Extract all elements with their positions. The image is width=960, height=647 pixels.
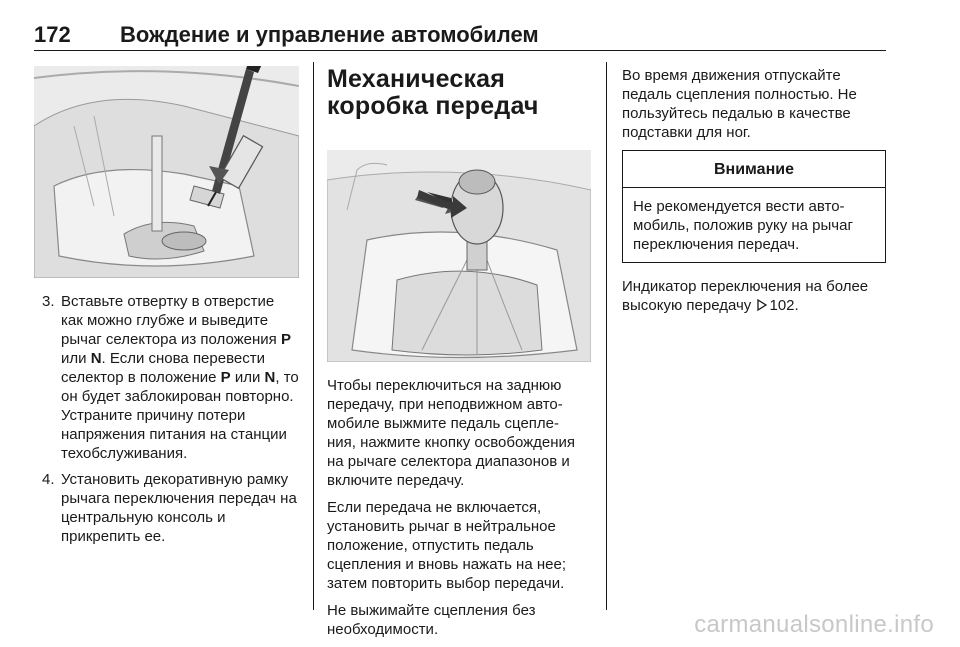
screwdriver-illustration <box>34 66 299 278</box>
step-text: . Если снова перевести селектор в положение <box>61 350 265 386</box>
section-title: Вождение и управление автомобилем <box>120 22 539 47</box>
column-divider-1 <box>313 62 314 610</box>
indicator-text: Индикатор переключения на более высокую передачу <box>622 278 869 314</box>
paragraph: Чтобы переключиться на заднюю передачу, при неподвижном авто- мобиле выжмите педаль сцепле- ния, нажмите кнопку освобождения на рычаге селектора диапазонов и включите передачу. <box>327 377 576 489</box>
page-header <box>34 22 886 52</box>
heading-line: Механическая <box>327 65 506 93</box>
right-column <box>622 66 886 323</box>
paragraph: Не выжимайте сцепления без необходимости. <box>327 602 536 638</box>
page-number: 172 <box>34 22 71 47</box>
gear-lever-illustration <box>327 150 591 362</box>
middle-column <box>327 66 591 647</box>
step-number: 3. <box>42 293 55 310</box>
step-number: 4. <box>42 471 55 488</box>
gear-position-n: N <box>264 369 276 386</box>
page-reference[interactable]: 102. <box>769 297 799 314</box>
step-text: Вставьте отвертку в отверстие как можно глубже и выведите рычаг селектора из положения <box>61 293 281 348</box>
warning-heading: Внимание <box>623 151 885 188</box>
triangle-arrow-icon <box>757 297 767 309</box>
manual-gearbox-heading <box>327 66 591 120</box>
step-text: или <box>230 369 265 386</box>
step-text: , то он будет заблокирован повторно. Устраните причину потери напряжения питания на станции техобслуживания. <box>61 369 299 462</box>
paragraph <box>622 277 886 315</box>
gear-position-n: N <box>90 350 102 367</box>
gear-position-p: P <box>220 369 231 386</box>
step-item <box>34 470 299 546</box>
instruction-steps <box>34 292 299 546</box>
step-text: или <box>61 350 91 367</box>
gear-position-p: P <box>280 331 291 348</box>
left-column <box>34 66 299 553</box>
warning-box <box>622 150 886 263</box>
heading-line: коробка передач <box>327 92 539 120</box>
paragraph: Если передача не включается, установить рычаг в нейтральное положение, отпустить педаль сцепления и вновь нажать на нее; затем повторить выбор передачи. <box>327 499 566 592</box>
warning-text: Не рекомендуется вести авто- мобиль, положив руку на рычаг переключения передач. <box>633 198 853 253</box>
step-text: Установить декоративную рамку рычага переключения передач на центральную консоль и прикрепить ее. <box>61 471 297 545</box>
header-divider <box>34 50 886 51</box>
paragraph: Во время движения отпускайте педаль сцепления полностью. Не пользуйтесь педалью в качестве подставки для ног. <box>622 67 857 141</box>
column-divider-2 <box>606 62 607 610</box>
watermark: carmanualsonline.info <box>694 611 934 638</box>
step-item <box>34 292 299 463</box>
